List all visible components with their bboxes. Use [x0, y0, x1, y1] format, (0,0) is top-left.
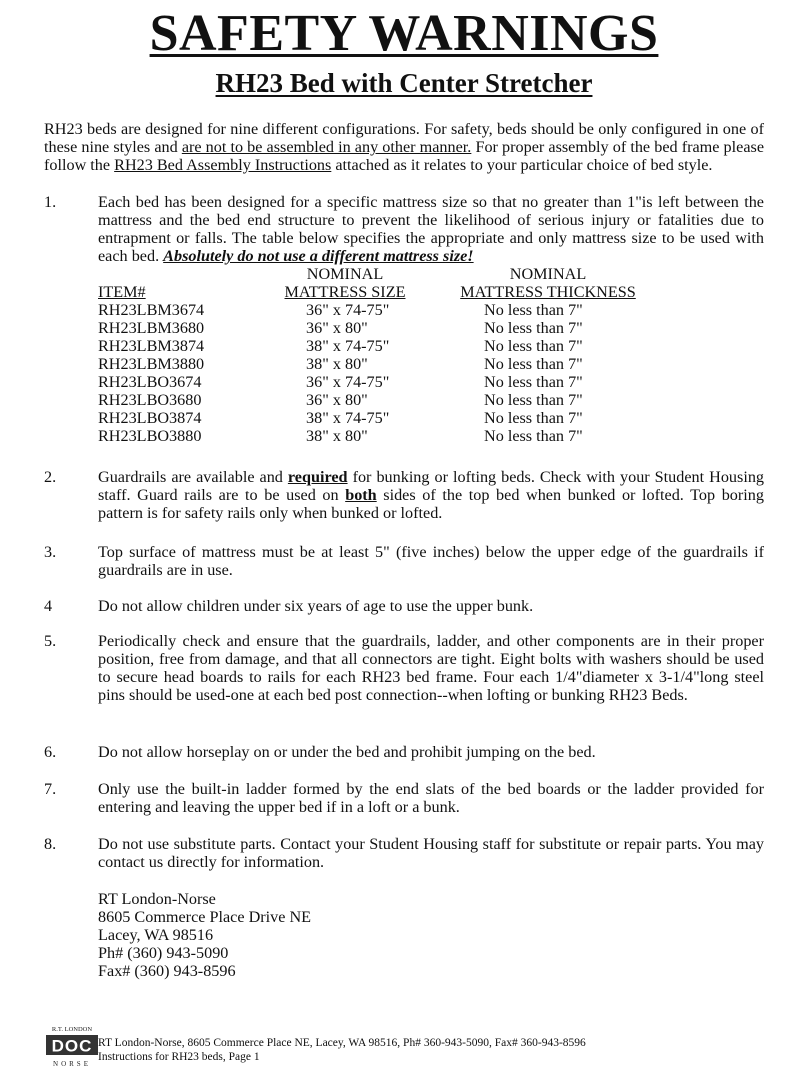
svg-text:DOC: DOC — [51, 1036, 93, 1056]
table-row: RH23LBO3874 38" x 74-75" No less than 7" — [98, 409, 583, 427]
warning-item-1: 1. Each bed has been designed for a specific mattress size so that no greater than 1"is left between the mattress and the bed end structure to prevent the likelihood of serious injury or fatalities due to entrapment or falls. The table below specifies the appropriate and only mattress size to be used with each bed. Absolutely do not use a different mattress size! NOMINAL NOMINAL ITEM# MATTRESS SIZE MATTRESS THICKNESS RH23LBM3674 36" x 74-75" No less than 7" RH23LBM3680 36" x 80" No less than 7" RH23LBM3874 38" x 74-75" No less than 7" RH23LBM3880 38" x 80" No less than 7" RH23LBO3674 36" x 74-75" No less than 7" RH23LBO3680 36" x 80" No less than 7" RH23LBO3874 38" x 74-75" No less than 7" RH23LBO3880 38" x 80" No less than 7" — [44, 193, 764, 445]
address-line: 8605 Commerce Place Drive NE — [98, 908, 312, 926]
address-line: RT London-Norse — [98, 890, 216, 908]
warning-item-3: 3. Top surface of mattress must be at least 5" (five inches) below the upper edge of the guardrails if guardrails are in use. — [44, 543, 764, 579]
table-row: RH23LBM3680 36" x 80" No less than 7" — [98, 319, 583, 337]
address-line: Fax# (360) 943-8596 — [98, 962, 236, 980]
table-row: RH23LBM3880 38" x 80" No less than 7" — [98, 355, 583, 373]
table-row: RH23LBM3874 38" x 74-75" No less than 7" — [98, 337, 583, 355]
table-row: RH23LBM3674 36" x 74-75" No less than 7" — [98, 301, 583, 319]
address-line: Ph# (360) 943-5090 — [98, 944, 229, 962]
rt-london-norse-logo-icon — [44, 1024, 100, 1070]
assembly-instructions-reference: RH23 Bed Assembly Instructions — [114, 156, 332, 174]
warning-item-2: 2. Guardrails are available and required for bunking or lofting beds. Check with your Student Housing staff. Guard rails are to be used on both sides of the top bed when bunked or lofted. Top boring pattern is for safety rails only when bunked or lofted. — [44, 468, 765, 522]
warning-item-8: 8. Do not use substitute parts. Contact your Student Housing staff for substitute or repair parts. You may contact us directly for information. — [44, 835, 764, 871]
svg-text:NORSE: NORSE — [53, 1060, 91, 1068]
table-row: RH23LBO3680 36" x 80" No less than 7" — [98, 391, 583, 409]
page-footer — [44, 1024, 764, 1074]
warning-item-4: 4 Do not allow children under six years of age to use the upper bunk. — [44, 597, 534, 615]
table-header-top: NOMINAL NOMINAL — [306, 265, 587, 283]
table-header: ITEM# MATTRESS SIZE MATTRESS THICKNESS — [98, 283, 636, 301]
warning-item-5: 5. Periodically check and ensure that the guardrails, ladder, and other components are in their proper position, free from damage, and that all connectors are tight. Eight bolts with washers should be used to secure head boards to rails for each RH23 bed frame. Four each 1/4"diameter x 3-1/4"long steel pins should be used-one at each bed post connection--when lofting or bunking RH23 Beds. — [44, 632, 764, 704]
company-address — [98, 890, 311, 980]
svg-text:R.T. LONDON: R.T. LONDON — [51, 1026, 93, 1033]
warning-item-6: 6. Do not allow horseplay on or under the bed and prohibit jumping on the bed. — [44, 743, 596, 761]
footer-text: RT London-Norse, 8605 Commerce Place NE, Lacey, WA 98516, Ph# 360-943-5090, Fax# 360-943-8596 Instructions for RH23 beds, Page 1 — [98, 1037, 586, 1063]
table-row: RH23LBO3674 36" x 74-75" No less than 7" — [98, 373, 583, 391]
warning-item-7: 7. Only use the built-in ladder formed by the end slats of the bed boards or the ladder provided for entering and leaving the upper bed if in a loft or a bunk. — [44, 780, 764, 816]
address-line: Lacey, WA 98516 — [98, 926, 214, 944]
page-title: SAFETY WARNINGS — [149, 5, 659, 62]
mattress-table — [98, 265, 668, 445]
intro-paragraph: RH23 beds are designed for nine different configurations. For safety, beds should be only configured in one of these nine styles and are not to be assembled in any other manner. For proper assembly of the bed frame please follow the RH23 Bed Assembly Instructions attached as it relates to your particular choice of bed style. — [44, 120, 764, 174]
table-row: RH23LBO3880 38" x 80" No less than 7" — [98, 427, 583, 445]
page-subtitle: RH23 Bed with Center Stretcher — [215, 68, 593, 98]
